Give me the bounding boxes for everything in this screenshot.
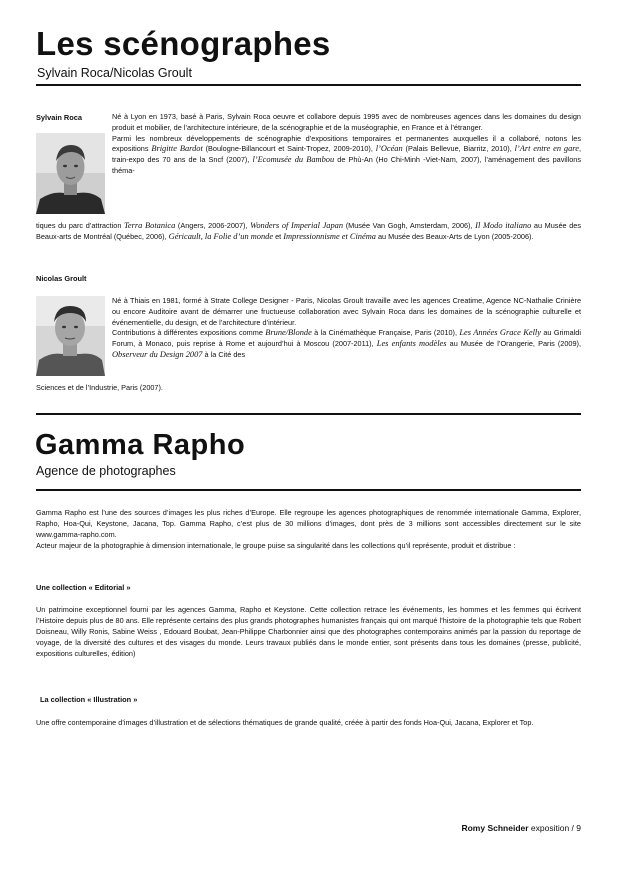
roca-work-title: l’Océan: [375, 144, 403, 154]
groult-text: au Musée de l’Orangerie, Paris (2009),: [446, 339, 581, 349]
roca-text: de Phù-An (Ho Chi-Minh -Viet-Nam, 2007), l’aménagement des pavillons théma-: [112, 155, 581, 175]
roca-text: tiques du parc d’attraction: [36, 221, 125, 230]
footer-page-number: exposition / 9: [528, 823, 581, 833]
roca-bio-paragraph-2: [112, 134, 581, 177]
roca-work-title: Terra Botanica: [124, 221, 176, 230]
roca-work-title: Il Modo italiano: [475, 221, 532, 230]
page-subtitle: Sylvain Roca/Nicolas Groult: [37, 66, 192, 80]
section-divider: [36, 413, 581, 415]
groult-bio-continuation: [36, 383, 581, 394]
editorial-heading: Une collection « Editorial »: [36, 583, 131, 592]
roca-work-title: l’Ecomusée du Bambou: [252, 155, 335, 165]
section-divider: [36, 84, 581, 86]
gamma-title: Gamma Rapho: [35, 429, 246, 461]
gamma-subtitle: Agence de photographes: [36, 464, 176, 478]
groult-text: à la Cité des: [202, 349, 246, 359]
groult-photo: [36, 296, 105, 376]
groult-work-title: Les Années Grace Kelly: [459, 328, 541, 338]
roca-bio-continuation: [36, 221, 581, 243]
roca-work-title: Wonders of Imperial Japan: [250, 221, 344, 230]
gamma-intro-paragraph-2: Acteur majeur de la photographie à dimension internationale, le groupe puise sa singularité dans les collections qu’il représente, produit et distribue :: [36, 540, 516, 550]
roca-text: au Musée des Beaux-Arts de Lyon (2005-2006).: [375, 231, 534, 241]
illustration-heading: La collection « Illustration »: [40, 695, 138, 704]
roca-bio: [112, 112, 581, 177]
roca-text: (Boulogne-Billancourt et Saint-Tropez, 2009-2010),: [202, 144, 376, 154]
groult-bio: [112, 296, 581, 361]
roca-bio-paragraph-1: Né à Lyon en 1973, basé à Paris, Sylvain Roca oeuvre et collabore depuis 1995 avec de nombreuses agences dans les domaines du design produit et mobilier, de l’architecture intérieure, de la scénographie et de la muséographie, en France et à l’étranger.: [112, 112, 581, 132]
groult-bio-paragraph-3: Sciences et de l’Industrie, Paris (2007).: [36, 383, 163, 392]
roca-text: , train-expo des 70 ans de la Sncf (2007),: [112, 144, 581, 165]
roca-work-title: Brigitte Bardot: [151, 144, 203, 154]
roca-name: Sylvain Roca: [36, 113, 83, 122]
roca-bio-paragraph-3: [36, 221, 581, 243]
gamma-intro-paragraph-1: Gamma Rapho est l’une des sources d’images les plus riches d’Europe. Elle regroupe les agences photographiques de renommée internationale Gamma, Explorer, Rapho, Hoa-Qui, Keystone, Jacana, Top. Gamma Rapho, c’est plus de 30 millions d’images, dont près de 3 millions sont accessibles directement sur le site www.gamma-rapho.com.: [36, 508, 581, 539]
roca-work-title: l’Art entre en gare: [514, 144, 579, 154]
roca-text: (Angers, 2006-2007),: [175, 221, 251, 230]
roca-photo: [36, 133, 105, 214]
groult-text: au Grimaldi Forum, à Monaco, puis reprise à Rome et aujourd’hui à Moscou (2007-2011),: [112, 328, 581, 349]
groult-text: Contributions à différentes expositions comme: [112, 328, 266, 338]
footer-exhibition-name: Romy Schneider: [461, 823, 529, 833]
roca-work-title: Impressionnisme et Cinéma: [283, 231, 376, 241]
groult-work-title: Observeur du Design 2007: [112, 349, 203, 359]
gamma-intro: [36, 508, 581, 552]
page-title: Les scénographes: [36, 25, 331, 62]
groult-work-title: Les enfants modèles: [376, 339, 447, 349]
roca-text: au Musée des Beaux-arts de Montréal (Québec, 2006),: [36, 221, 581, 241]
groult-bio-paragraph-1: Né à Thiais en 1981, formé à Strate College Designer - Paris, Nicolas Groult travaille avec les agences Creatime, Agence NC-Nathalie Crinière ou encore Auditoire avant de démarrer une fructueuse collaboration avec Sylvain Roca dans les domaines de la scénographie culturelle et événementielle, du design, et de l’architecture d’intérieur.: [112, 296, 581, 327]
roca-text: et: [273, 231, 284, 241]
section-divider: [36, 489, 581, 491]
groult-work-title: Brune/Blonde: [265, 328, 312, 338]
groult-text: à la Cinémathèque Française, Paris (2010),: [311, 328, 460, 338]
illustration-text: Une offre contemporaine d’images d’illustration et de sélections thématiques de grande qualité, créée à partir des fonds Hoa-Qui, Jacana, Explorer et Top.: [36, 718, 534, 727]
roca-text: Parmi les nombreux développements de scénographie d’expositions temporaires et permanentes auxquelles il a collaboré, notons les expositions: [112, 133, 581, 154]
page-footer: [461, 822, 581, 834]
groult-bio-paragraph-2: [112, 328, 581, 360]
roca-work-title: Géricault, la Folie d’un monde: [168, 231, 274, 241]
roca-text: (Palais Bellevue, Biarritz, 2010),: [402, 144, 515, 154]
groult-name: Nicolas Groult: [36, 274, 87, 283]
roca-text: (Musée Van Gogh, Amsterdam, 2006),: [343, 221, 476, 230]
editorial-text: Un patrimoine exceptionnel fourni par les agences Gamma, Rapho et Keystone. Cette collection retrace les événements, les hommes et les femmes qui écrivent l’Histoire depuis plus de 80 ans. Elle représente certains des plus grands photographes humanistes français qui ont marqué l’histoire de la photographie tels que Robert Doisneau, Willy Ronis, Sabine Weiss , Edouard Boubat, Jean-Philippe Charbonnier ainsi que des photographes contemporains animés par la passion du reportage de voyage, de la diversité des cultures et des visages du monde. Leurs travaux publiés dans le monde entier, sont présents dans tous les domaines (presse, publicité, expositions culturelles, édition): [36, 605, 581, 658]
